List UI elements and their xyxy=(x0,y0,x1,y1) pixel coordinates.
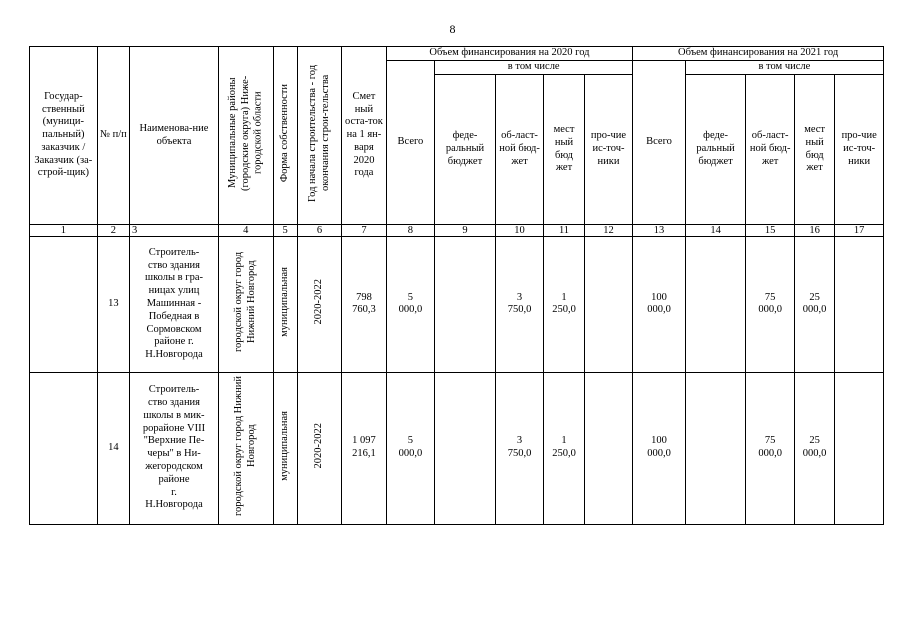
customer-cell xyxy=(30,372,98,524)
header-years xyxy=(297,47,341,225)
header-total-2021: Всего xyxy=(633,61,686,225)
header-districts-text: Муниципальные районы (городские округа) Ниже-городской области xyxy=(226,75,264,191)
regional-2021-cell: 75 000,0 xyxy=(746,372,795,524)
column-number: 1 xyxy=(30,225,98,237)
years-text: 2020-2022 xyxy=(313,423,325,469)
column-number: 7 xyxy=(342,225,386,237)
federal-2020-cell xyxy=(435,237,496,373)
years-cell xyxy=(297,237,341,373)
ownership-cell xyxy=(273,237,297,373)
regional-2020-cell: 3 750,0 xyxy=(495,237,544,373)
ownership-text: муниципальная xyxy=(278,410,290,481)
other-2020-cell xyxy=(584,372,633,524)
column-number: 3 xyxy=(130,225,219,237)
column-number: 4 xyxy=(218,225,273,237)
header-districts xyxy=(218,47,273,225)
header-regional-2020: об-ласт-ной бюд-жет xyxy=(495,75,544,225)
column-number: 9 xyxy=(435,225,496,237)
column-number: 17 xyxy=(835,225,884,237)
column-number: 14 xyxy=(685,225,746,237)
other-2020-cell xyxy=(584,237,633,373)
federal-2021-cell xyxy=(685,372,746,524)
total-2020-cell: 5 000,0 xyxy=(386,237,435,373)
years-text: 2020-2022 xyxy=(313,279,325,325)
district-text: городской округ город Нижний Новгород xyxy=(232,375,257,516)
regional-2021-cell: 75 000,0 xyxy=(746,237,795,373)
header-total-2020: Всего xyxy=(386,61,435,225)
column-number: 5 xyxy=(273,225,297,237)
column-numbers-row xyxy=(30,225,884,237)
estimate-cell: 798 760,3 xyxy=(342,237,386,373)
header-other-2021: про-чие ис-точ-ники xyxy=(835,75,884,225)
years-cell xyxy=(297,372,341,524)
name-cell: Строитель- ство здания школы в гра- ницах улиц Машинная - Победная в Сормовском районе г. Н.Новгорода xyxy=(130,237,219,373)
estimate-cell: 1 097 216,1 xyxy=(342,372,386,524)
header-fin-2020: Объем финансирования на 2020 год xyxy=(386,47,633,61)
table-row xyxy=(30,372,884,524)
ownership-text: муниципальная xyxy=(278,267,290,337)
name-cell: Строитель- ство здания школы в мик- рорайоне VIII "Верхние Пе- черы" в Ни- жегородском районе г. Н.Новгорода xyxy=(130,372,219,524)
header-including-2021: в том числе xyxy=(685,61,883,75)
customer-cell xyxy=(30,237,98,373)
header-ownership xyxy=(273,47,297,225)
header-federal-2021: феде-ральный бюджет xyxy=(685,75,746,225)
local-2021-cell: 25 000,0 xyxy=(794,372,834,524)
regional-2020-cell: 3 750,0 xyxy=(495,372,544,524)
header-row-1 xyxy=(30,47,884,61)
total-2021-cell: 100 000,0 xyxy=(633,237,686,373)
column-number: 13 xyxy=(633,225,686,237)
total-2021-cell: 100 000,0 xyxy=(633,372,686,524)
district-text: городской округ город Нижний Новгород xyxy=(232,251,257,353)
header-num: № п/п xyxy=(97,47,129,225)
local-2020-cell: 1 250,0 xyxy=(544,237,584,373)
num-cell: 13 xyxy=(97,237,129,373)
district-cell xyxy=(218,372,273,524)
total-2020-cell: 5 000,0 xyxy=(386,372,435,524)
column-number: 16 xyxy=(794,225,834,237)
page-number: 8 xyxy=(449,22,456,36)
header-including-2020: в том числе xyxy=(435,61,633,75)
header-name: Наименова-ние объекта xyxy=(130,47,219,225)
local-2020-cell: 1 250,0 xyxy=(544,372,584,524)
column-number: 12 xyxy=(584,225,633,237)
table-row xyxy=(30,237,884,373)
num-cell: 14 xyxy=(97,372,129,524)
ownership-cell xyxy=(273,372,297,524)
header-ownership-text: Форма собственности xyxy=(278,84,290,183)
district-cell xyxy=(218,237,273,373)
column-number: 15 xyxy=(746,225,795,237)
header-local-2020: мест ный бюд жет xyxy=(544,75,584,225)
local-2021-cell: 25 000,0 xyxy=(794,237,834,373)
federal-2020-cell xyxy=(435,372,496,524)
column-number: 2 xyxy=(97,225,129,237)
header-local-2021: мест ный бюд жет xyxy=(794,75,834,225)
financing-table xyxy=(29,46,884,525)
federal-2021-cell xyxy=(685,237,746,373)
header-fin-2021: Объем финансирования на 2021 год xyxy=(633,47,884,61)
column-number: 8 xyxy=(386,225,435,237)
header-regional-2021: об-ласт-ной бюд-жет xyxy=(746,75,795,225)
column-number: 11 xyxy=(544,225,584,237)
column-number: 10 xyxy=(495,225,544,237)
header-estimate: Смет ный оста-ток на 1 ян-варя 2020 года xyxy=(342,47,386,225)
header-customer: Государ-ственный (муници-пальный) заказчик / Заказчик (за-строй-щик) xyxy=(30,47,98,225)
header-years-text: Год начала строительства - год окончания строи-тельства xyxy=(306,64,331,202)
other-2021-cell xyxy=(835,237,884,373)
header-other-2020: про-чие ис-точ-ники xyxy=(584,75,633,225)
header-federal-2020: феде-ральный бюджет xyxy=(435,75,496,225)
column-number: 6 xyxy=(297,225,341,237)
other-2021-cell xyxy=(835,372,884,524)
